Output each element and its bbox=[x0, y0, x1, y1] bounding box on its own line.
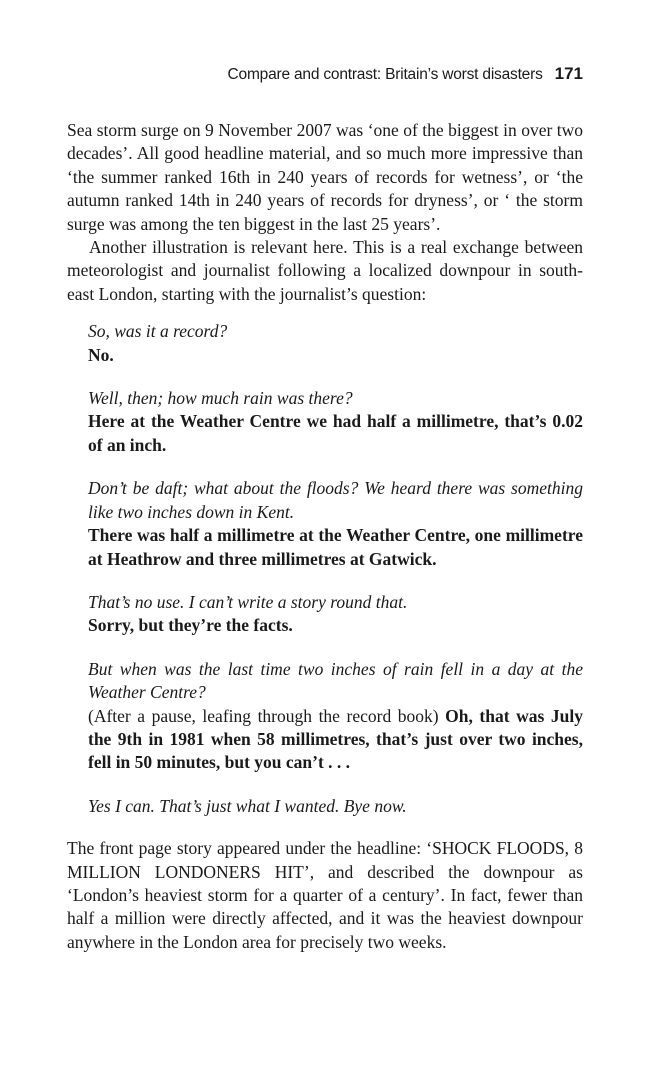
dialogue-block bbox=[88, 320, 583, 818]
journalist-question: Yes I can. That’s just what I wanted. Bye now. bbox=[88, 795, 407, 816]
exchange-3 bbox=[88, 477, 583, 571]
meteorologist-answer: Here at the Weather Centre we had half a millimetre, that’s 0.02 of an inch. bbox=[88, 411, 583, 455]
meteorologist-answer: There was half a millimetre at the Weather Centre, one millimetre at Heathrow and three millimetres at Gatwick. bbox=[88, 525, 583, 569]
exchange-6 bbox=[88, 795, 583, 818]
meteorologist-answer: No. bbox=[88, 344, 114, 365]
exchange-4 bbox=[88, 591, 583, 638]
page-number: 171 bbox=[554, 64, 583, 83]
meteorologist-answer bbox=[88, 705, 583, 775]
journalist-question: But when was the last time two inches of rain fell in a day at the Weather Centre? bbox=[88, 658, 583, 703]
journalist-question: So, was it a record? bbox=[88, 321, 228, 342]
running-head bbox=[67, 62, 583, 87]
exchange-2 bbox=[88, 387, 583, 457]
running-head-title: Compare and contrast: Britain’s worst disasters bbox=[227, 66, 543, 83]
journalist-question: Don’t be daft; what about the floods? We heard there was something like two inches down in Kent. bbox=[88, 478, 583, 522]
paragraph-2: Another illustration is relevant here. This is a real exchange between meteorologist and journalist following a localized downpour in south-east London, starting with the journalist’s question: bbox=[67, 237, 583, 304]
journalist-question: Well, then; how much rain was there? bbox=[88, 388, 353, 409]
meteorologist-answer: Sorry, but they’re the facts. bbox=[88, 615, 293, 636]
stage-direction: (After a pause, leafing through the record book) bbox=[88, 705, 439, 726]
body-text bbox=[67, 119, 583, 954]
exchange-1 bbox=[88, 320, 583, 367]
exchange-5 bbox=[88, 658, 583, 775]
journalist-question: That’s no use. I can’t write a story round that. bbox=[88, 591, 408, 612]
answer-text: Oh, that was July the 9th in 1981 when 58 millimetres, that’s just over two inches, fell in 50 minutes, but you can’t . . . bbox=[88, 705, 583, 773]
paragraph-1: Sea storm surge on 9 November 2007 was ‘one of the biggest in over two decades’. All good headline material, and so much more impressive than ‘the summer ranked 16th in 240 years of records for wetness’, or ‘the autumn ranked 14th in 240 years of records for dryness’, or ‘ the storm surge was among the ten biggest in the last 25 years’. bbox=[67, 120, 583, 234]
paragraph-3: The front page story appeared under the headline: ‘SHOCK FLOODS, 8 MILLION LONDONERS HIT’, and described the downpour as ‘London’s heaviest storm for a quarter of a century’. In fact, fewer than half a million were directly affected, and it was the heaviest downpour anywhere in the London area for precisely two weeks. bbox=[67, 838, 583, 952]
